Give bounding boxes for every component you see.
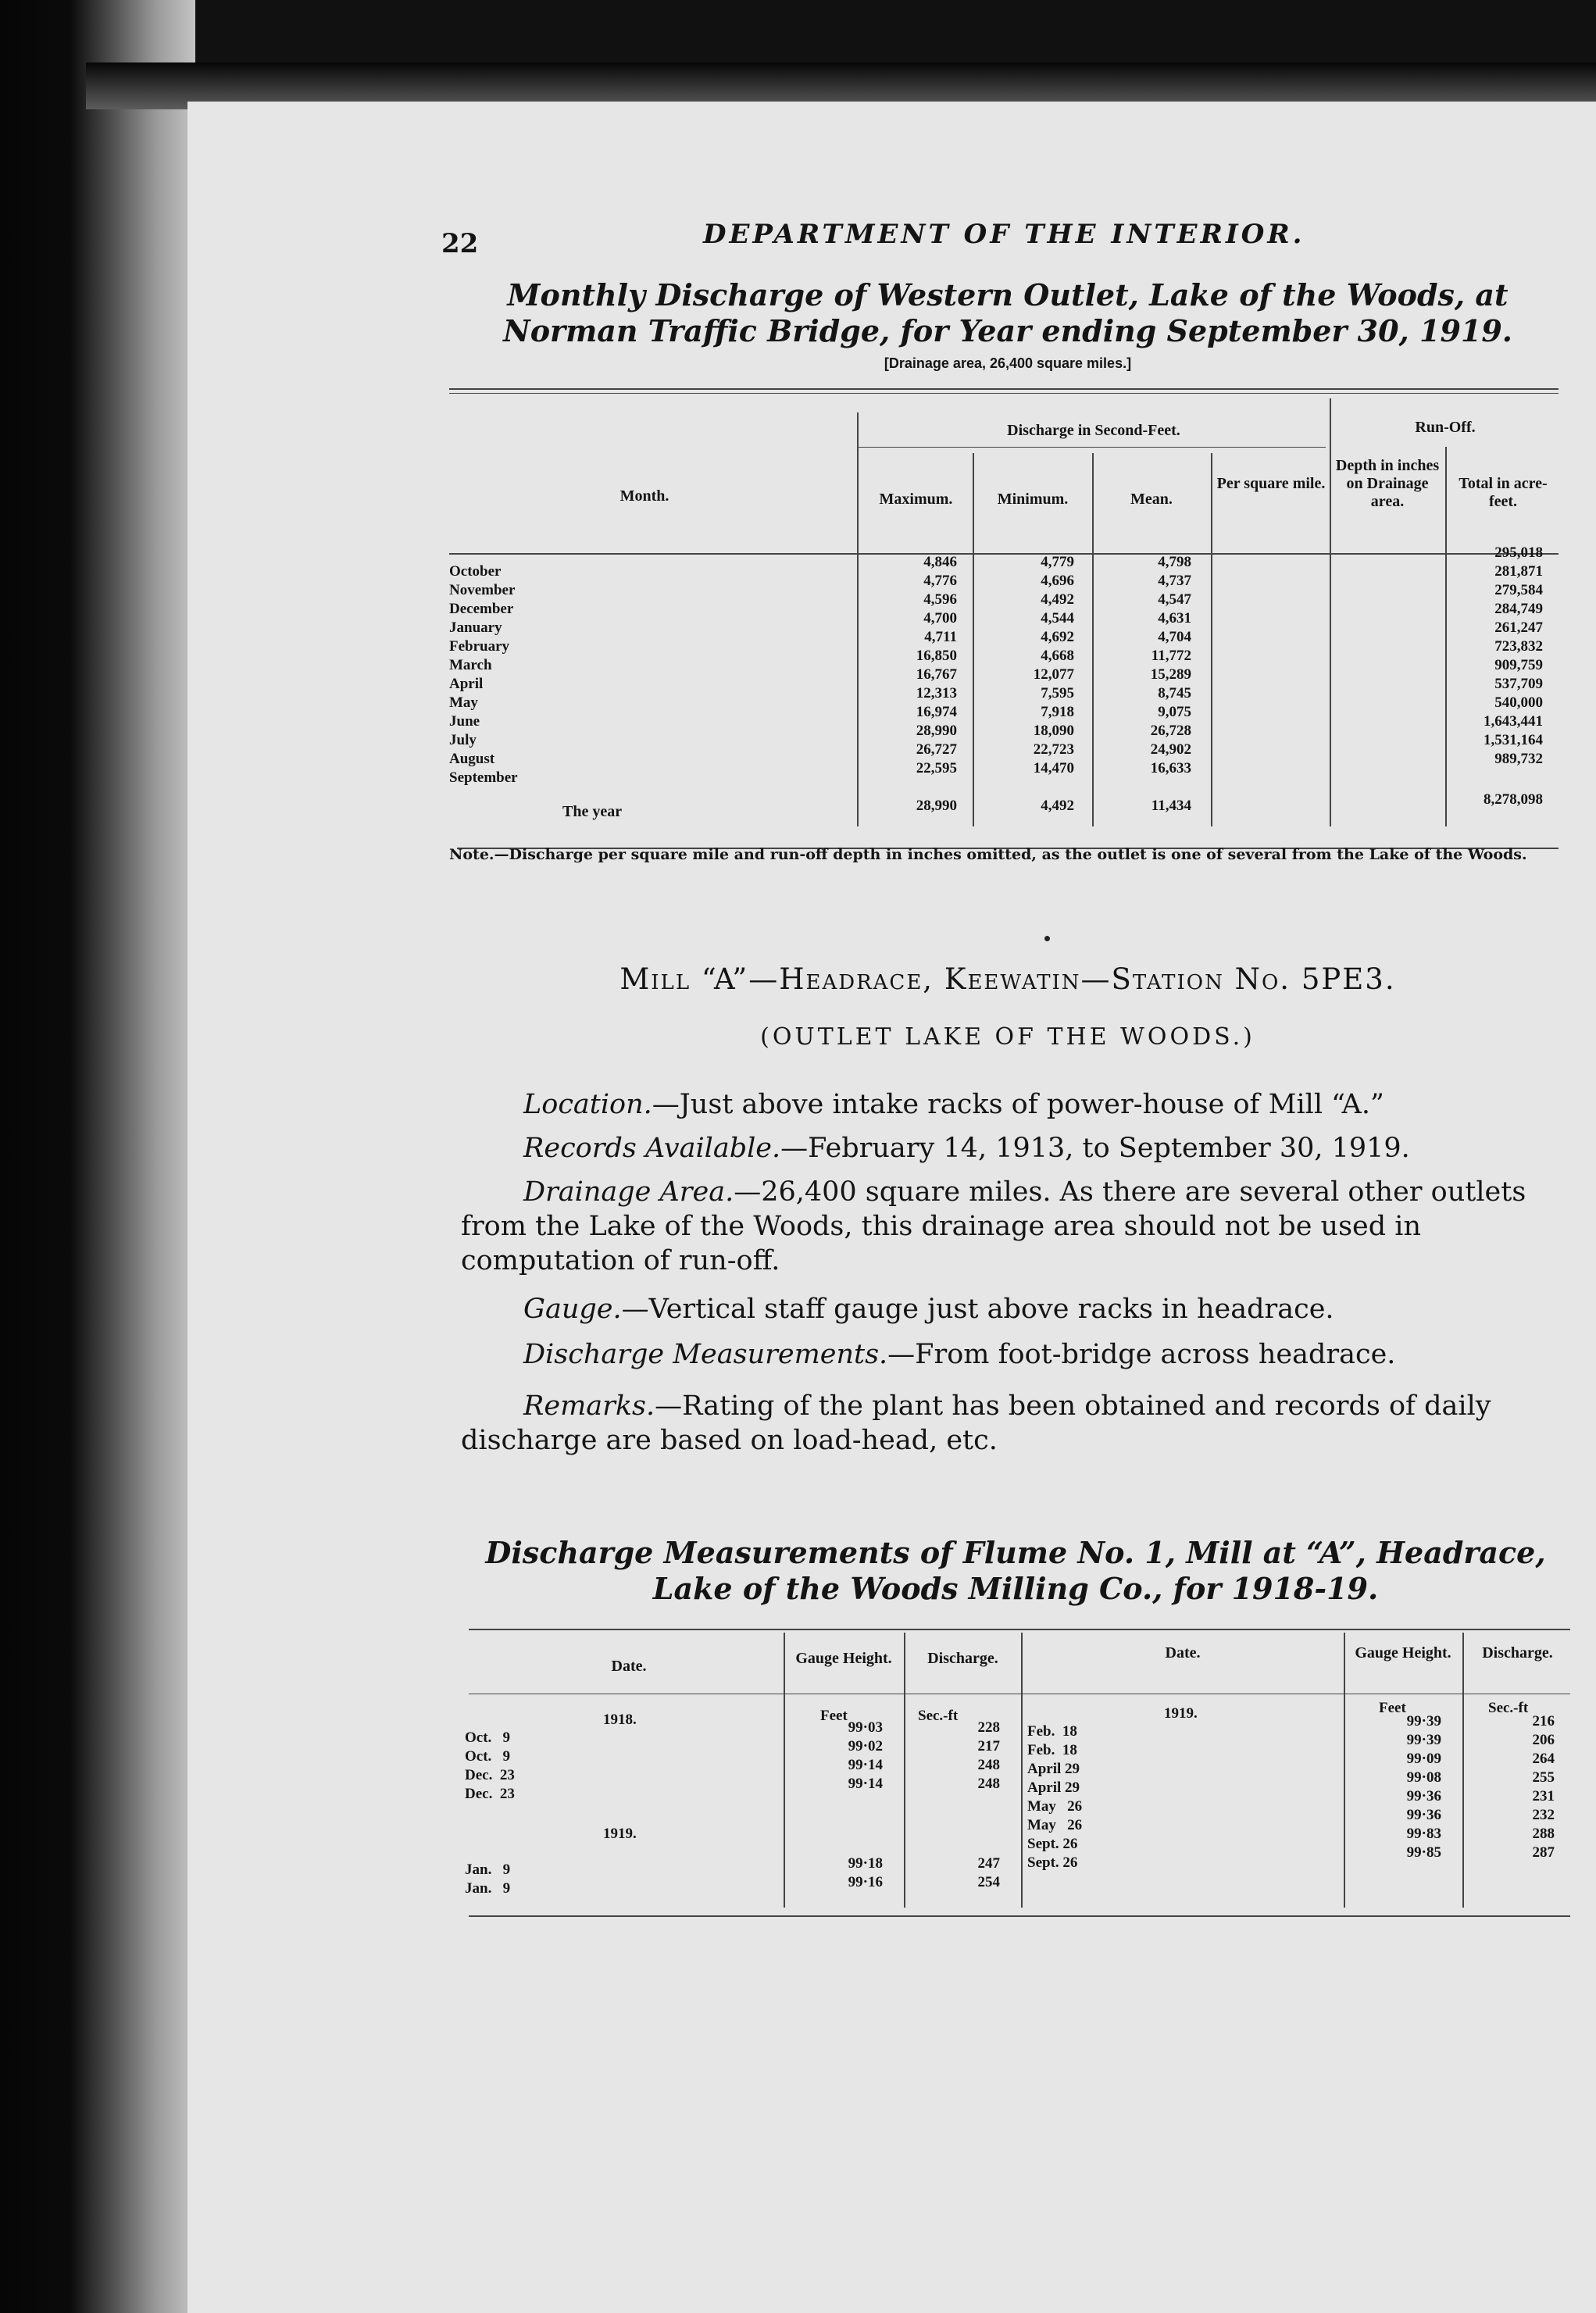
table1-vline — [973, 453, 974, 826]
table2-col-date-left: Date. — [611, 1658, 647, 1675]
table1-col-month: Month. — [619, 487, 669, 505]
table1-vline — [1211, 453, 1212, 826]
table1-mean-column: 4,798 4,737 4,547 4,631 4,704 11,772 15,289 8,745 9,075 26,728 24,902 16,633 — [1150, 554, 1191, 776]
table2-vline — [1344, 1633, 1345, 1908]
table1-vline — [857, 412, 859, 826]
table1-group-rule — [857, 447, 1326, 448]
table2-bottom-rule — [469, 1915, 1570, 1917]
remarks-paragraph — [461, 1389, 1570, 1458]
table1-col-minimum: Minimum. — [997, 491, 1069, 508]
table1-total-column: 295,018 281,871 279,584 284,749 261,247 723,832 909,759 537,709 540,000 1,643,441 1,531,164 989,732 — [1484, 544, 1543, 767]
table1-col-depth: Depth in inches on Drainage area. — [1335, 457, 1440, 510]
table2-col-gauge-right: Gauge Height. — [1355, 1644, 1451, 1662]
table2-title: Discharge Measurements of Flume No. 1, Mill at “A”, Headrace, Lake of the Woods Milling Co., for 1918-19. — [485, 1535, 1546, 1606]
measurements-label: Discharge Measurements. — [523, 1339, 888, 1370]
records-paragraph — [461, 1131, 1570, 1165]
table1-subtitle: [Drainage area, 26,400 square miles.] — [884, 355, 1132, 371]
table2-units-feet-right: Feet — [1379, 1700, 1406, 1716]
table1-year-label: The year — [562, 803, 623, 820]
table2-left-discharge-1919: 247 254 — [977, 1855, 1000, 1890]
bullet-dot — [1044, 936, 1050, 941]
remarks-label: Remarks. — [523, 1390, 655, 1422]
table1-group-runoff: Run-Off. — [1415, 419, 1476, 436]
remarks-text: —Rating of the plant has been obtained and records of daily discharge are based on load-head, etc. — [461, 1390, 1491, 1456]
table2-col-date-right: Date. — [1165, 1644, 1201, 1662]
table2-left-dates-1919: Jan. 9 Jan. 9 — [465, 1861, 511, 1897]
scan-dark-margin-left — [0, 0, 195, 2313]
records-text: —February 14, 1913, to September 30, 1919. — [780, 1133, 1410, 1164]
table2-right-dates: Feb. 18 Feb. 18 April 29 April 29 May 26 May 26 Sept. 26 Sept. 26 — [1027, 1723, 1083, 1871]
table2-vline — [784, 1633, 785, 1908]
table1-month-column: October November December January February March April May June July August September — [449, 563, 518, 786]
table1-top-rule — [449, 388, 1559, 390]
table1-col-total: Total in acre-feet. — [1459, 475, 1548, 510]
running-header: DEPARTMENT OF THE INTERIOR. — [703, 219, 1305, 250]
table2-left-gauge-1918: 99·03 99·02 99·14 99·14 — [848, 1719, 883, 1792]
table2-col-gauge-left: Gauge Height. — [795, 1650, 892, 1667]
table2-left-discharge-1918: 228 217 248 248 — [977, 1719, 1000, 1792]
table1-top-rule-2 — [449, 393, 1559, 394]
table2-right-discharge: 216 206 264 255 231 232 288 287 — [1532, 1713, 1555, 1861]
table1-maximum-column: 4,846 4,776 4,596 4,700 4,711 16,850 16,767 12,313 16,974 28,990 26,727 22,595 — [916, 554, 957, 776]
table2-top-rule — [469, 1629, 1570, 1630]
records-label: Records Available. — [523, 1133, 781, 1164]
table1-year-total: 8,278,098 — [1484, 791, 1543, 808]
table1-col-per-square-mile: Per square mile. — [1216, 475, 1326, 492]
table1-minimum-column: 4,779 4,696 4,492 4,544 4,692 4,668 12,077 7,595 7,918 18,090 22,723 14,470 — [1033, 554, 1074, 776]
location-label: Location. — [523, 1089, 652, 1120]
table1-title: Monthly Discharge of Western Outlet, Lake of the Woods, at Norman Traffic Bridge, for Year ending September 30, 1919. — [502, 277, 1513, 348]
gauge-paragraph — [461, 1292, 1570, 1326]
drainage-text: —26,400 square miles. As there are several other outlets from the Lake of the Woods, this drainage area should not be used in computation of run-off. — [461, 1176, 1526, 1276]
table2-col-discharge-left: Discharge. — [927, 1650, 998, 1667]
table1-col-mean: Mean. — [1130, 491, 1173, 508]
location-paragraph — [461, 1087, 1570, 1122]
table2-vline — [1021, 1633, 1023, 1908]
table2-right-year-1919: 1919. — [1164, 1705, 1198, 1722]
table2-left-year-1918: 1918. — [603, 1712, 637, 1728]
table2-col-discharge-right: Discharge. — [1482, 1644, 1553, 1662]
table1-year-max: 28,990 — [916, 798, 957, 814]
table2-units-feet-left: Feet — [820, 1708, 848, 1724]
measurements-paragraph — [461, 1337, 1570, 1372]
station-subtitle: (OUTLET LAKE OF THE WOODS.) — [760, 1023, 1255, 1051]
drainage-paragraph — [461, 1175, 1570, 1278]
table1-year-mean: 11,434 — [1151, 798, 1191, 814]
table1-year-min: 4,492 — [1041, 798, 1074, 814]
table2-units-secft-right: Sec.-ft — [1488, 1700, 1529, 1716]
table2-vline — [1462, 1633, 1464, 1908]
table2-left-year-1919: 1919. — [603, 1826, 637, 1842]
table2-vline — [904, 1633, 905, 1908]
table1-vline — [1445, 447, 1447, 826]
page-number: 22 — [441, 228, 479, 259]
table2-right-gauge: 99·39 99·39 99·09 99·08 99·36 99·36 99·83 99·85 — [1406, 1713, 1441, 1861]
station-title: Mill “A”—Headrace, Keewatin—Station No. 5PE3. — [619, 962, 1396, 996]
table1-group-discharge: Discharge in Second-Feet. — [1007, 422, 1180, 439]
table1-note: Note.—Discharge per square mile and run-off depth in inches omitted, as the outlet is one of several from the Lake of the Woods. — [449, 846, 1527, 863]
table2-units-secft-left: Sec.-ft — [918, 1708, 959, 1724]
location-text: —Just above intake racks of power-house of Mill “A.” — [652, 1089, 1384, 1120]
table2-left-gauge-1919: 99·18 99·16 — [848, 1855, 883, 1890]
table1-col-maximum: Maximum. — [879, 491, 953, 508]
gauge-text: —Vertical staff gauge just above racks in headrace. — [621, 1294, 1334, 1325]
drainage-label: Drainage Area. — [523, 1176, 734, 1208]
table2-left-dates-1918: Oct. 9 Oct. 9 Dec. 23 Dec. 23 — [465, 1729, 515, 1802]
measurements-text: —From foot-bridge across headrace. — [887, 1339, 1396, 1370]
gauge-label: Gauge. — [523, 1294, 622, 1325]
